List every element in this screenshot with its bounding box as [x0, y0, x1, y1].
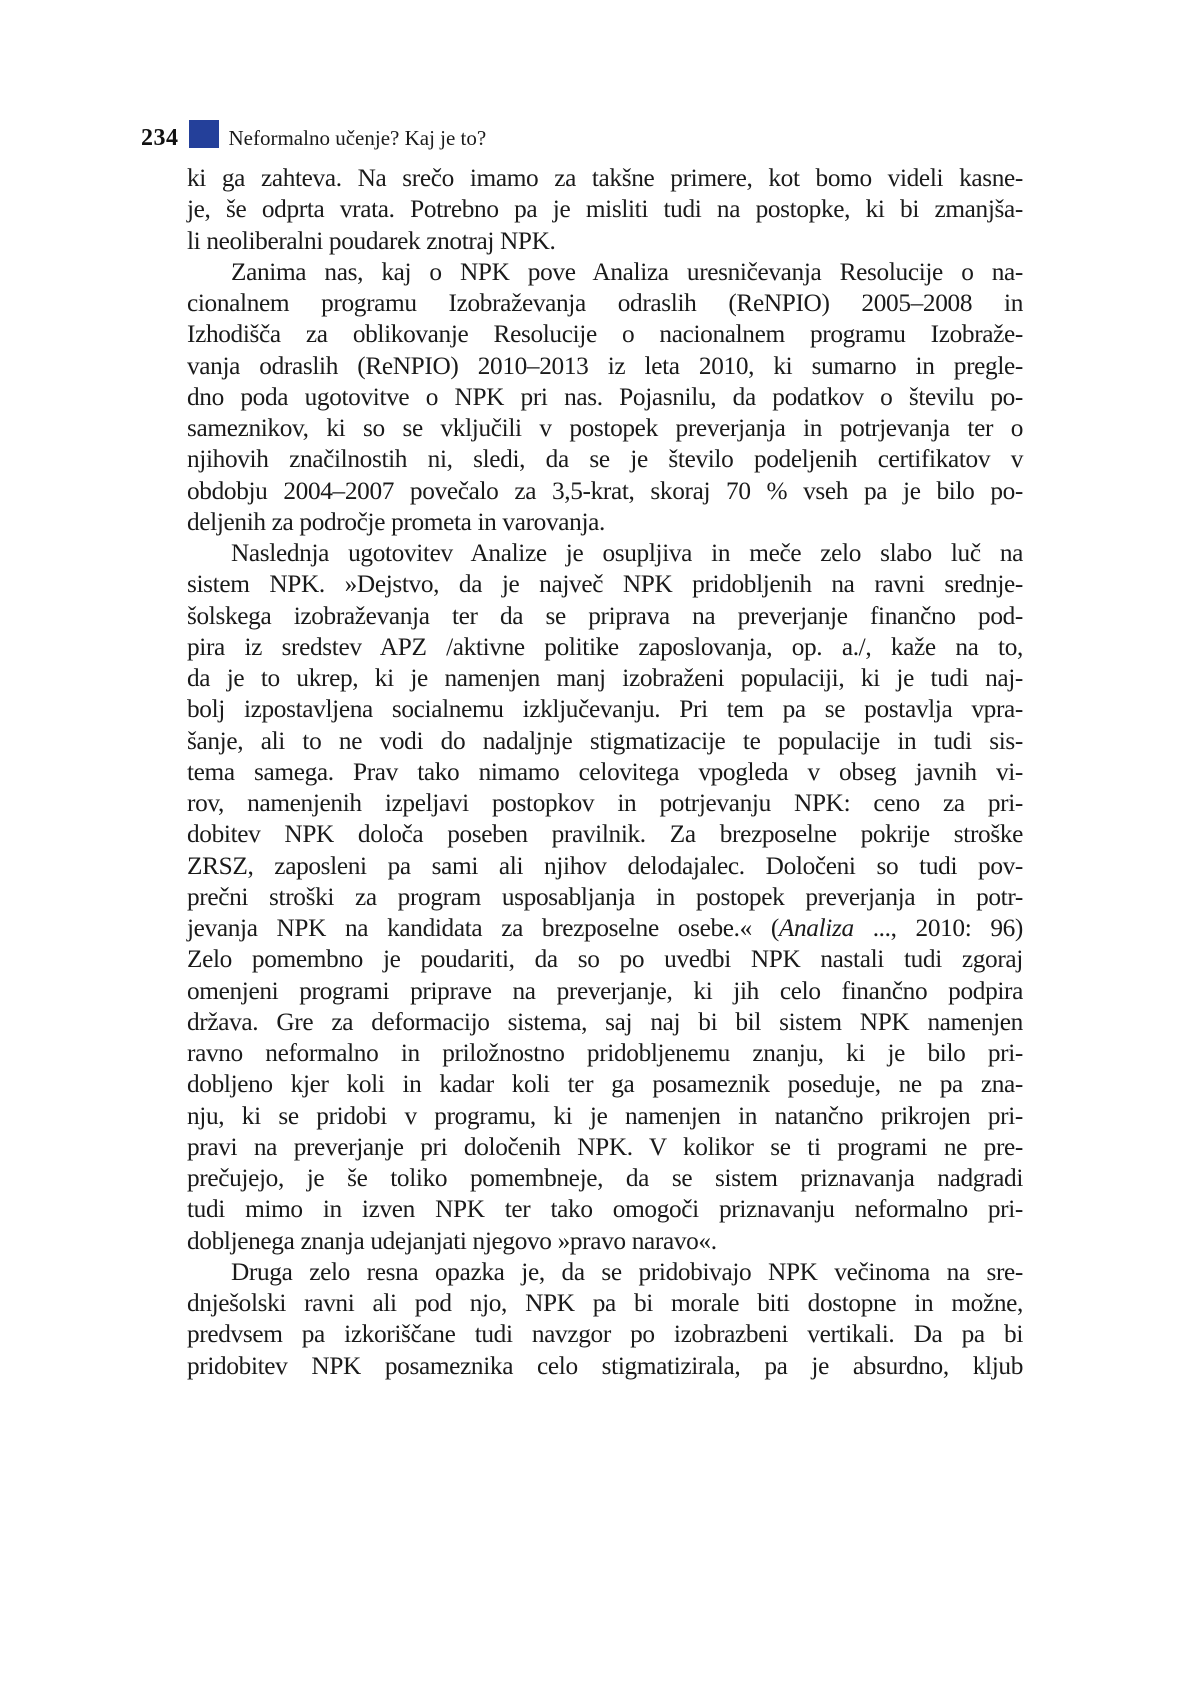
text-line: pravi na preverjanje pri določenih NPK. V kolikor se ti programi ne pre-	[187, 1132, 1023, 1161]
text-line: Druga zelo resna opazka je, da se pridobivajo NPK večinoma na sre-	[231, 1257, 1023, 1286]
text-line: država. Gre za deformacijo sistema, saj naj bi bil sistem NPK namenjen	[187, 1007, 1023, 1036]
text-line: predvsem pa izkoriščane tudi navzgor po izobrazbeni vertikali. Da pa bi	[187, 1320, 1023, 1349]
text-line: tema samega. Prav tako nimamo celovitega vpogleda v obseg javnih vi-	[187, 757, 1023, 786]
citation-italic-title: Analiza	[778, 914, 854, 942]
text-line: omenjeni programi priprave na preverjanje, ki jih celo finančno podpira	[187, 976, 1023, 1005]
text-line-citation	[187, 913, 1023, 944]
text-line: pridobitev NPK posameznika celo stigmatizirala, pa je absurdno, kljub	[187, 1351, 1023, 1380]
text-line: šanje, ali to ne vodi do nadaljnje stigmatizacije te populacije in tudi sis-	[187, 726, 1023, 755]
text-line: dobitev NPK določa poseben pravilnik. Za brezposelne pokrije stroške	[187, 820, 1023, 849]
text-line: sameznikov, ki so se vključili v postopek preverjanja in potrjevanja ter o	[187, 414, 1023, 442]
text-line: dobljenega znanja udejanjati njegovo »pravo naravo«.	[187, 1226, 717, 1255]
text-line: bolj izpostavljena socialnemu izključevanju. Pri tem pa se postavlja vpra-	[187, 695, 1023, 724]
citation-text-after: ..., 2010: 96)	[853, 914, 1023, 942]
paragraph-analiza-renpio	[187, 257, 1023, 538]
paragraph-continuation	[187, 163, 1023, 257]
running-title: Neformalno učenje? Kaj je to?	[228, 126, 487, 150]
text-line: sistem NPK. »Dejstvo, da je največ NPK pridobljenih na ravni srednje-	[187, 570, 1023, 599]
paragraph-naslednja-ugotovitev	[187, 538, 1023, 1257]
text-line: šolskega izobraževanja ter da se priprava na preverjanje finančno pod-	[187, 601, 1023, 630]
text-line: rov, namenjenih izpeljavi postopkov in potrjevanju NPK: ceno za pri-	[187, 789, 1023, 817]
text-line: ZRSZ, zaposleni pa sami ali njihov delodajalec. Določeni so tudi pov-	[187, 851, 1023, 880]
blue-square-marker-icon	[189, 120, 219, 148]
text-line: da je to ukrep, ki je namenjen manj izobraženi populaciji, ki je tudi naj-	[187, 664, 1023, 692]
running-head	[141, 120, 486, 152]
text-line: tudi mimo in izven NPK ter tako omogoči priznavanju neformalno pri-	[187, 1195, 1023, 1224]
text-line: je, še odprta vrata. Potrebno pa je misliti tudi na postopke, ki bi zmanjša-	[187, 195, 1023, 224]
text-line: dnješolski ravni ali pod njo, NPK pa bi morale biti dostopne in možne,	[187, 1289, 1023, 1317]
text-line: prečujejo, je še toliko pomembneje, da se sistem priznavanja nadgradi	[187, 1164, 1023, 1192]
text-line: obdobju 2004–2007 povečalo za 3,5-krat, skoraj 70 % vseh pa je bilo po-	[187, 476, 1023, 505]
text-line: li neoliberalni poudarek znotraj NPK.	[187, 226, 556, 255]
text-line: dobljeno kjer koli in kadar koli ter ga posameznik poseduje, ne pa zna-	[187, 1070, 1023, 1099]
text-line: cionalnem programu Izobraževanja odraslih (ReNPIO) 2005–2008 in	[187, 289, 1023, 317]
paragraph-druga-opazka	[187, 1257, 1023, 1382]
citation-text-before: jevanja NPK na kandidata za brezposelne osebe.« (	[187, 914, 779, 942]
text-line: prečni stroški za program usposabljanja in postopek preverjanja in potr-	[187, 882, 1023, 911]
text-line: nju, ki se pridobi v programu, ki je namenjen in natančno prikrojen pri-	[187, 1101, 1023, 1130]
text-line: ravno neformalno in priložnostno pridobljenemu znanju, ki je bilo pri-	[187, 1039, 1023, 1067]
page-number: 234	[141, 125, 179, 151]
text-line: deljenih za področje prometa in varovanja.	[187, 507, 605, 536]
text-line: Izhodišča za oblikovanje Resolucije o nacionalnem programu Izobraže-	[187, 320, 1023, 349]
text-line: ki ga zahteva. Na srečo imamo za takšne primere, kot bomo videli kasne-	[187, 164, 1023, 192]
text-line: Naslednja ugotovitev Analize je osupljiva in meče zelo slabo luč na	[231, 539, 1023, 567]
text-line: njihovih značilnostih ni, sledi, da se je število podeljenih certifikatov v	[187, 445, 1023, 474]
body-text	[187, 163, 1023, 1382]
text-line: pira iz sredstev APZ /aktivne politike zaposlovanja, op. a./, kaže na to,	[187, 632, 1023, 661]
text-line: vanja odraslih (ReNPIO) 2010–2013 iz leta 2010, ki sumarno in pregle-	[187, 351, 1023, 380]
text-line: Zanima nas, kaj o NPK pove Analiza uresničevanja Resolucije o na-	[231, 257, 1023, 286]
text-line: Zelo pomembno je poudariti, da so po uvedbi NPK nastali tudi zgoraj	[187, 945, 1023, 974]
text-line: dno poda ugotovitve o NPK pri nas. Pojasnilu, da podatkov o številu po-	[187, 382, 1023, 411]
